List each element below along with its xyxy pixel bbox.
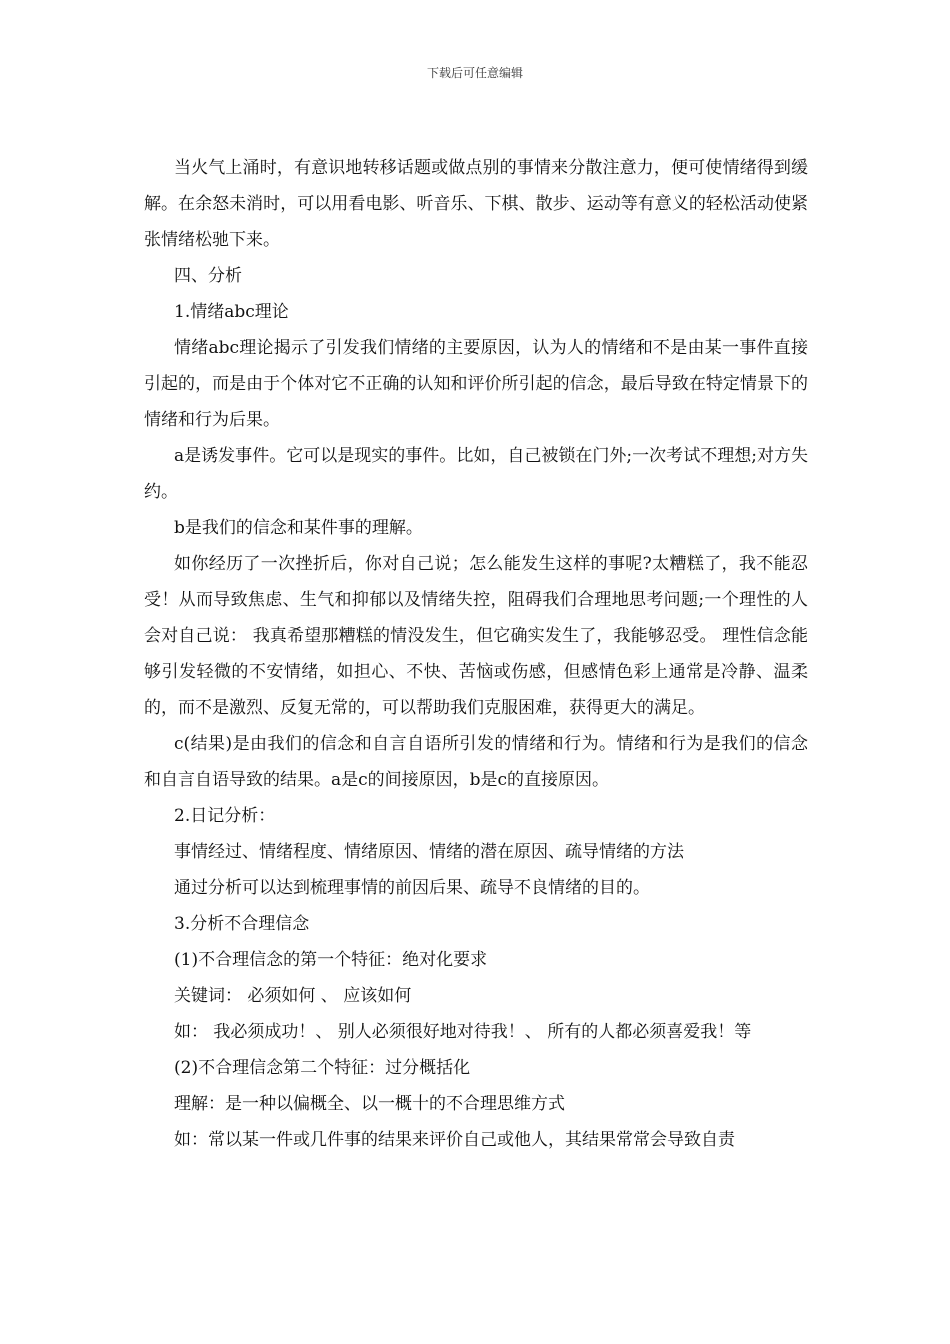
subsection-heading: 1.情绪abc理论 bbox=[174, 302, 289, 322]
paragraph: 如你经历了一次挫折后，你对自己说；怎么能发生这样的事呢?太糟糕了，我不能忍受！从而导致焦虑、生气和抑郁以及情绪失控，阻碍我们合理地思考问题;一个理性的人会对自己说： 我真希望那糟糕的情没发生，但它确实发生了，我能够忍受。 理性信念能够引发轻微的不安情绪，如担心、不快、苦恼或伤感，但感情色彩上通常是冷静、温柔的，而不是激烈、反复无常的，可以帮助我们克服困难，获得更大的满足。 bbox=[144, 554, 808, 718]
paragraph: 如： 我必须成功！、 别人必须很好地对待我！、 所有的人都必须喜爱我！等 bbox=[174, 1022, 752, 1042]
paragraph: 事情经过、情绪程度、情绪原因、情绪的潜在原因、疏导情绪的方法 bbox=[174, 842, 684, 862]
document-body bbox=[144, 150, 808, 1158]
paragraph: (1)不合理信念的第一个特征：绝对化要求 bbox=[174, 950, 488, 970]
paragraph: a是诱发事件。它可以是现实的事件。比如，自己被锁在门外;一次考试不理想;对方失约。 bbox=[144, 446, 808, 502]
paragraph: 关键词： 必须如何 、 应该如何 bbox=[174, 986, 412, 1006]
paragraph: 通过分析可以达到梳理事情的前因后果、疏导不良情绪的目的。 bbox=[174, 878, 650, 898]
section-heading: 四、分析 bbox=[174, 266, 242, 286]
subsection-heading: 2.日记分析： bbox=[174, 806, 276, 826]
paragraph: b是我们的信念和某件事的理解。 bbox=[174, 518, 423, 538]
page-header: 下载后可任意编辑 bbox=[426, 66, 523, 80]
paragraph: 如：常以某一件或几件事的结果来评价自己或他人，其结果常常会导致自责 bbox=[174, 1130, 735, 1150]
paragraph: c(结果)是由我们的信念和自言自语所引发的情绪和行为。情绪和行为是我们的信念和自言自语导致的结果。a是c的间接原因，b是c的直接原因。 bbox=[144, 734, 808, 790]
paragraph: 理解：是一种以偏概全、以一概十的不合理思维方式 bbox=[174, 1094, 565, 1114]
paragraph: (2)不合理信念第二个特征：过分概括化 bbox=[174, 1058, 471, 1078]
subsection-heading: 3.分析不合理信念 bbox=[174, 914, 310, 934]
paragraph: 情绪abc理论揭示了引发我们情绪的主要原因，认为人的情绪和不是由某一事件直接引起的，而是由于个体对它不正确的认知和评价所引起的信念，最后导致在特定情景下的情绪和行为后果。 bbox=[144, 338, 808, 430]
paragraph: 当火气上涌时，有意识地转移话题或做点别的事情来分散注意力，便可使情绪得到缓解。在余怒未消时，可以用看电影、听音乐、下棋、散步、运动等有意义的轻松活动使紧张情绪松驰下来。 bbox=[144, 158, 808, 250]
